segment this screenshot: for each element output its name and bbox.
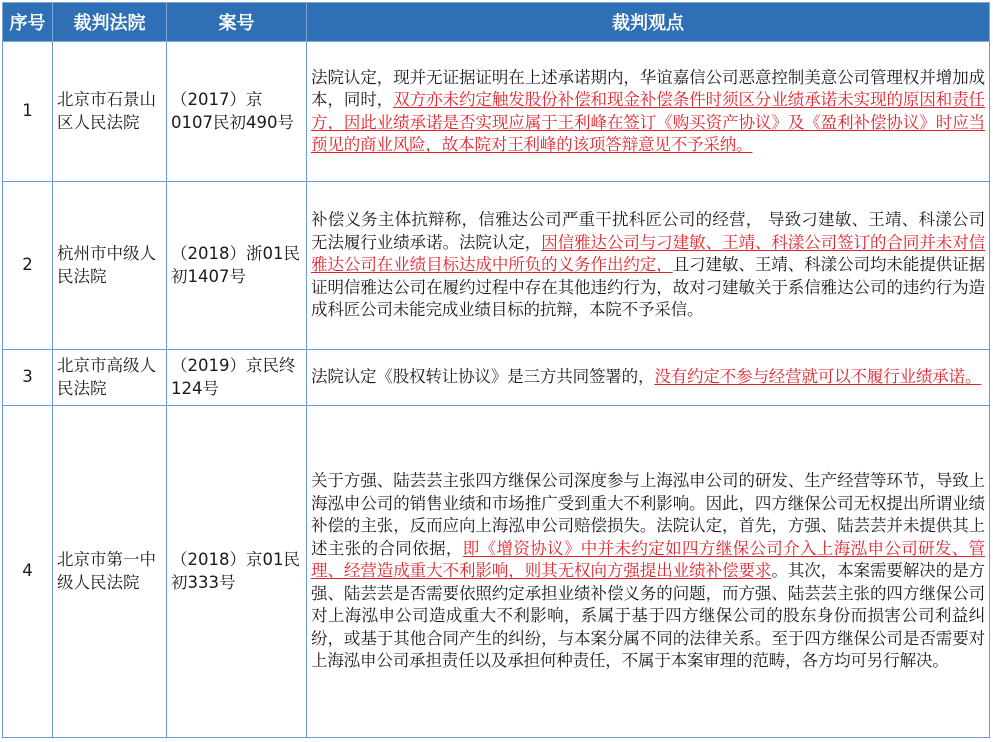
opinion-text: 。其次，本案需要解决的是方强、陆芸芸是否需要依照约定承担业绩补偿义务的问题，而方强、陆芸芸主张的四方继保公司对上海泓申公司造成重大不利影响，系属于基于四方继保公司的股东身份而损害公司利益纠纷，或基于其他合同产生的纠纷，与本案分属不同的法律关系。至于四方继保公司是否需要对上海泓申公司承担责任以及承担何种责任，不属于本案审理的范畴，各方均可另行解决。	[311, 561, 985, 671]
table-row	[3, 350, 990, 406]
cell-opinion	[307, 350, 990, 406]
header-seq: 序号	[3, 3, 53, 42]
cell-court: 北京市高级人民法院	[53, 350, 167, 406]
cell-case-number: （2018）浙01民初1407号	[167, 182, 307, 350]
judgment-table	[2, 2, 990, 738]
opinion-text: 关于方强、陆芸芸主张四方继保公司深度参与上海泓申公司的研发、生产经营等环节，导致上海泓申公司的销售业绩和市场推广受到重大不利影响。因此，四方继保公司无权提出所谓业绩补偿的主张，反而应向上海泓申公司赔偿损失。法院认定，首先，方强、陆芸芸并未提供其上述主张的合同依据，	[311, 471, 985, 558]
table-row	[3, 42, 990, 182]
opinion-text: 补偿义务主体抗辩称，信雅达公司严重干扰科匠公司的经营， 导致刁建敏、王靖、科漾公司无法履行业绩承诺。法院认定，	[311, 210, 985, 252]
opinion-highlight: 双方亦未约定触发股份补偿和现金补偿条件时须区分业绩承诺未实现的原因和责任方，因此业绩承诺是否实现应属于王利峰在签订《购买资产协议》及《盈利补偿协议》时应当预见的商业风险，故本院对王利峰的该项答辩意见不予采纳。	[311, 90, 985, 154]
cell-case-number: （2017）京0107民初490号	[167, 42, 307, 182]
cell-opinion	[307, 406, 990, 738]
cell-seq: 4	[3, 406, 53, 738]
header-court: 裁判法院	[53, 3, 167, 42]
header-case-number: 案号	[167, 3, 307, 42]
opinion-text: 法院认定，现并无证据证明在上述承诺期内，华谊嘉信公司恶意控制美意公司管理权并增加成本，同时，	[311, 67, 985, 109]
opinion-text: 且刁建敏、王靖、科漾公司均未能提供证据证明信雅达公司在履约过程中存在其他违约行为，故对刁建敏关于系信雅达公司的违约行为造成科匠公司未能完成业绩目标的抗辩，本院不予采信。	[311, 255, 985, 320]
cell-seq: 1	[3, 42, 53, 182]
opinion-text: 法院认定《股权转让协议》是三方共同签署的，	[311, 367, 655, 387]
header-opinion: 裁判观点	[307, 3, 990, 42]
cell-court: 杭州市中级人民法院	[53, 182, 167, 350]
opinion-highlight: 没有约定不参与经营就可以不履行业绩承诺。	[654, 367, 982, 387]
cell-court: 北京市石景山区人民法院	[53, 42, 167, 182]
cell-seq: 2	[3, 182, 53, 350]
table-header-row	[3, 3, 990, 42]
cell-court: 北京市第一中级人民法院	[53, 406, 167, 738]
cell-opinion	[307, 42, 990, 182]
opinion-highlight: 因信雅达公司与刁建敏、王靖、科漾公司签订的合同并未对信雅达公司在业绩目标达成中所负的义务作出约定，	[311, 232, 986, 275]
cell-opinion	[307, 182, 990, 350]
table-row	[3, 182, 990, 350]
cell-case-number: （2019）京民终124号	[167, 350, 307, 406]
table-row	[3, 406, 990, 738]
cell-case-number: （2018）京01民初333号	[167, 406, 307, 738]
opinion-highlight: 即《增资协议》中并未约定如四方继保公司介入上海泓申公司研发、管理、经营造成重大不利影响，则其无权向方强提出业绩补偿要求	[311, 538, 985, 581]
cell-seq: 3	[3, 350, 53, 406]
